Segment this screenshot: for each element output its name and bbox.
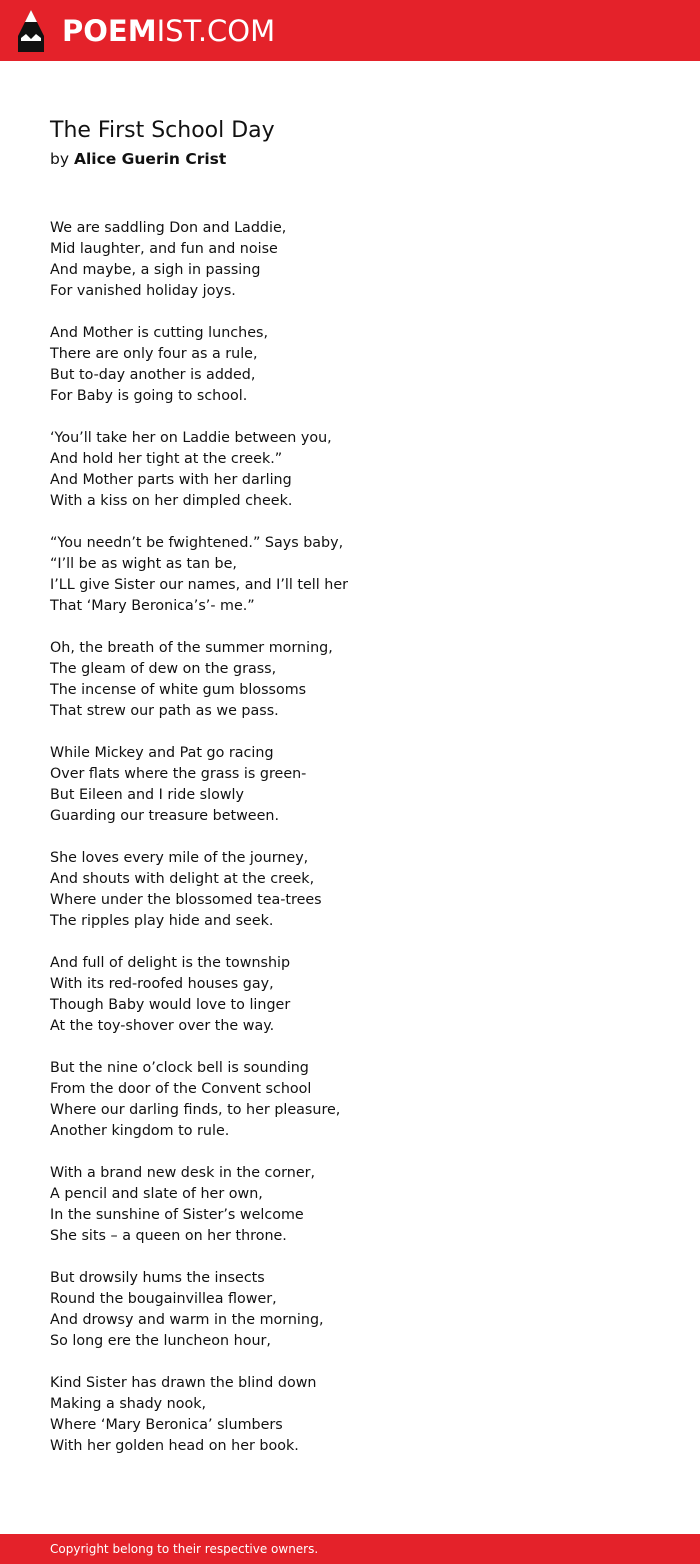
poem-line: And drowsy and warm in the morning, — [50, 1312, 324, 1328]
poem-line: Though Baby would love to linger — [50, 997, 291, 1013]
stanza — [50, 428, 670, 512]
author-name: Alice Guerin Crist — [73, 150, 227, 168]
copyright-text: Copyright belong to their respective owners. — [50, 1542, 319, 1556]
poem-line: But Eileen and I ride slowly — [50, 787, 244, 803]
poem-line: Guarding our treasure between. — [50, 808, 279, 824]
stanza — [50, 323, 670, 407]
poem-line: And hold her tight at the creek.” — [50, 451, 283, 467]
poem-line: Another kingdom to rule. — [50, 1123, 230, 1139]
poem-line: At the toy-shover over the way. — [50, 1018, 275, 1034]
poem-line: Where under the blossomed tea-trees — [50, 892, 322, 908]
poem-line: The ripples play hide and seek. — [50, 913, 274, 929]
stanza — [50, 1373, 670, 1457]
poem-line: While Mickey and Pat go racing — [50, 745, 274, 761]
poem-line: That strew our path as we pass. — [50, 703, 279, 719]
poem-line: I’LL give Sister our names, and I’ll tell her — [50, 577, 349, 593]
poem-line: Round the bougainvillea flower, — [50, 1291, 277, 1307]
logo-bold-text: POEM — [62, 14, 157, 48]
poem-line: And full of delight is the township — [50, 955, 291, 971]
poem-line: ‘You’ll take her on Laddie between you, — [50, 430, 332, 446]
poem-line: And Mother parts with her darling — [50, 472, 292, 488]
poem-line: But to-day another is added, — [50, 367, 256, 383]
stanza — [50, 533, 670, 617]
poem-line: Oh, the breath of the summer morning, — [50, 640, 333, 656]
poem-line: For vanished holiday joys. — [50, 283, 236, 299]
poem-line: She sits – a queen on her throne. — [50, 1228, 287, 1244]
poem-line: Where our darling finds, to her pleasure, — [50, 1102, 341, 1118]
poem-line: Mid laughter, and fun and noise — [50, 241, 278, 257]
poem-line: Over flats where the grass is green- — [50, 766, 307, 782]
site-footer — [0, 1534, 700, 1564]
stanza — [50, 953, 670, 1037]
stanza — [50, 218, 670, 302]
logo-light-text: IST.COM — [156, 14, 276, 48]
poem-line: “You needn’t be fwightened.” Says baby, — [50, 535, 344, 551]
stanza — [50, 1268, 670, 1352]
poem-line: In the sunshine of Sister’s welcome — [50, 1207, 304, 1223]
poem-line: Kind Sister has drawn the blind down — [50, 1375, 317, 1391]
poem-line: With its red-roofed houses gay, — [50, 976, 274, 992]
stanza — [50, 638, 670, 722]
poem-line: And Mother is cutting lunches, — [50, 325, 268, 341]
poem-line: And maybe, a sigh in passing — [50, 262, 261, 278]
poem-body — [50, 218, 670, 1478]
poem-line: So long ere the luncheon hour, — [50, 1333, 271, 1349]
by-label: by — [50, 150, 70, 168]
poem-line: Where ‘Mary Beronica’ slumbers — [50, 1417, 283, 1433]
poem-line: “I’ll be as wight as tan be, — [50, 556, 237, 572]
poem-line: With a kiss on her dimpled cheek. — [50, 493, 293, 509]
site-logo[interactable] — [62, 12, 275, 50]
poem-line: That ‘Mary Beronica’s’- me.” — [50, 598, 255, 614]
stanza — [50, 848, 670, 932]
poem-line: There are only four as a rule, — [50, 346, 258, 362]
stanza — [50, 1163, 670, 1247]
poem-line: The gleam of dew on the grass, — [50, 661, 277, 677]
poem-line: With a brand new desk in the corner, — [50, 1165, 316, 1181]
poem-line: From the door of the Convent school — [50, 1081, 312, 1097]
poem-line: She loves every mile of the journey, — [50, 850, 309, 866]
poem-line: A pencil and slate of her own, — [50, 1186, 263, 1202]
poem-line: But the nine o’clock bell is sounding — [50, 1060, 309, 1076]
poem-line: Making a shady nook, — [50, 1396, 207, 1412]
stanza — [50, 743, 670, 827]
byline — [50, 148, 226, 170]
poem-line: And shouts with delight at the creek, — [50, 871, 315, 887]
poem-title: The First School Day — [50, 118, 275, 143]
poem-line: The incense of white gum blossoms — [50, 682, 307, 698]
poem-line: With her golden head on her book. — [50, 1438, 299, 1454]
site-header — [0, 0, 700, 61]
poem-line: We are saddling Don and Laddie, — [50, 220, 287, 236]
poem-line: But drowsily hums the insects — [50, 1270, 265, 1286]
poem-line: For Baby is going to school. — [50, 388, 248, 404]
stanza — [50, 1058, 670, 1142]
pencil-icon — [18, 10, 44, 52]
